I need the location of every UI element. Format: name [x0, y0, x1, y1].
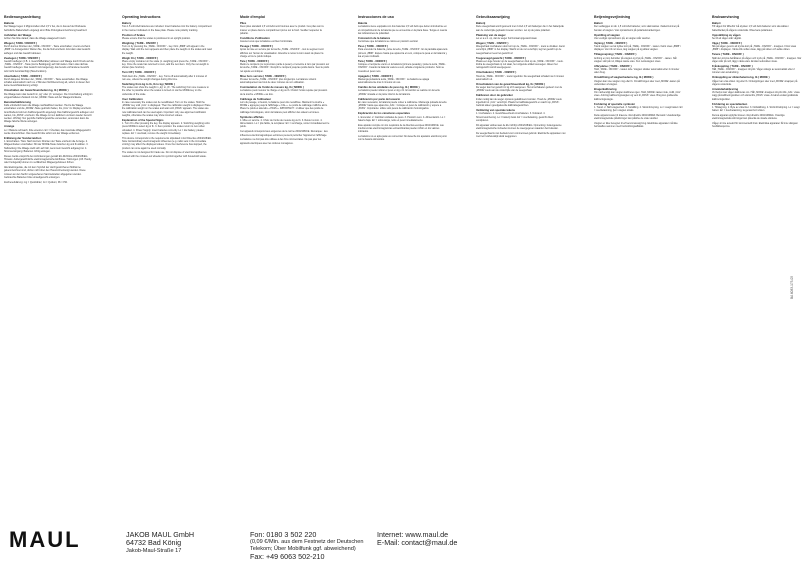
column-title: Mode d'emploi — [240, 15, 266, 19]
instruction-section — [122, 42, 212, 55]
section-heading: Tare ( TARE - ON/OFF ) — [240, 59, 270, 63]
column-sv — [712, 15, 802, 515]
instruction-section — [358, 112, 448, 122]
section-heading: Frånkoppling ( TARE - ON/OFF ) — [712, 64, 753, 68]
website-link[interactable]: Internet: www.maul.de — [377, 530, 449, 539]
instruction-section — [240, 138, 330, 145]
section-body: Deze weegschaal wordt geleverd met 2 AAA 1,5 volt batterijen die in het batterijvak aan de onderzijde geplaatst moeten worden. Let op de juiste polariteit. — [476, 25, 564, 32]
phone-note: (0,09 €/Min. aus dem Festnetz der Deutschen Telekom; Über Mobilfunk ggf. abweichend) — [250, 539, 364, 553]
section-heading: User Calibration — [122, 97, 143, 101]
instruction-section — [594, 65, 684, 75]
section-body: Vær venligst opmærksom på, at vægten står vandret. — [594, 36, 651, 40]
section-body: Please ensure that the scales is positioned in an upright position. — [122, 36, 191, 40]
document-code: BA 6083-173-05 — [790, 276, 794, 300]
instruction-section — [712, 103, 802, 113]
section-body: Hold down the „TARE - ON/OFF“ - key. Turns off automatically after 2 minutes of non-use, unless the weight changes during this time. — [122, 74, 207, 81]
section-heading: Afbrydelse ( TARE - ON/OFF ) — [594, 64, 632, 68]
instruction-section — [476, 34, 566, 41]
instruction-section — [594, 76, 684, 86]
instruction-section — [122, 98, 212, 118]
section-heading: Symboles affichés — [240, 115, 264, 119]
section-heading: Umschalten der Gewichtseinheiten kg, lb ( MODE ) — [4, 89, 69, 93]
column-fr — [240, 15, 330, 515]
instruction-section — [476, 71, 566, 81]
instruction-section — [240, 116, 330, 129]
instruction-section — [594, 122, 684, 129]
section-body: Dit apparaat voldoet aan de EU-richtlijn 2004/108/EG. Opmerking: buitengewone elektromagnetische invloeden kunnen de weergegeven waarden beïnvloeden. — [476, 123, 562, 130]
instruction-section — [4, 89, 94, 99]
fax-number: Fax: +49 6063 502-210 — [250, 552, 325, 562]
company-online — [377, 531, 457, 548]
instruction-section — [4, 125, 94, 135]
section-heading: Forklaring af specielle symboler — [594, 102, 636, 106]
section-heading: Förklaring av specialtecken — [712, 102, 748, 106]
company-name: JAKOB MAUL GmbH — [126, 530, 195, 539]
section-body: Durch längeres Drücken der „TARE - ON/OFF“ - Taste ausschalten. Die Waage schaltet automatisch nach ca. 2 Minuten Nichtbenutzung ab, sofern in dieser Zeit keine Gewichtsänderung erfolgt. — [4, 77, 90, 88]
section-body: 1. Encender. 2. Cambiar unidades de peso. 3. Posición cero. 4. Alimentación. Lo = batería baja. Err = sobrecarga, retire el peso inmediatamente. — [358, 115, 446, 122]
instruction-section — [240, 75, 330, 85]
section-body: 1. Inschakelen. 2. Gewichtseenheid omschakelen. 3. Nulstand. 4. Stroomvoorziening. Lo = batterij zwak. Err = overbelasting, gewicht direct verwijderen. — [476, 112, 554, 122]
section-body: Om nødvendigt kan vægten kalibreres igen. Hold „MODE“-tasten inde, indtil „CAL“ vises. Anbring kalibreringsvægten og vent til „PASS“ vises. Brug kun godkendte kalibreringsvægte. — [594, 91, 682, 101]
section-body: Assurez-vous que la balance est bien horizontale. — [240, 40, 293, 44]
section-body: Lors du pesage, si besoin, la balance peut être recalibrée. Maintenir la touche « MODE » appuyée jusqu'à l'affichage « CAL ». Le poids de calibrage s'affiche alors. Placer le poids et attendre « PASS ». IMPORTANT : n'utiliser que des poids de calibrage homologués, sinon la balance peut afficher des valeurs erronées. — [240, 100, 328, 114]
instruction-section — [122, 137, 212, 150]
instruction-section — [476, 109, 566, 122]
column-title: Bedienungsanleitung — [4, 15, 41, 19]
section-heading: Calibrage de l'utilisateur — [240, 97, 272, 101]
section-body: 1. Turn On: After pressing the key, the display appears. 2. Switching weighing units: press MODE to select kg or lb. 3. Zero position: the scales return to zero when unloaded. 4. Power Supply: insert batteries correctly. Lo = low battery, please replace. Err = overload, remove the weight immediately. — [122, 122, 211, 135]
instruction-section — [4, 34, 94, 41]
section-heading: Turn Off ( TARE - ON/OFF ) — [122, 71, 157, 75]
instruction-section — [712, 114, 802, 121]
section-body: Lo = Batterie schwach, bitte ersetzen. Err = Überlast, das maximale Wägegewicht wurde überschritten. Das Gewicht bitte sofort von der Waage entfernen. — [4, 128, 91, 135]
company-address — [126, 531, 194, 555]
section-body: Mantenga pulsada la tecla „TARE - ON/OFF“. La balanza se apaga automáticamente tras 2 minutos sin uso. — [358, 77, 430, 85]
section-body: The scales can show the weight in „kg“ or „lb“. The switching from one measure to the other is possible when the scales is turned on via the MODE key on the underside of the scale. — [122, 86, 209, 96]
section-heading: Tara ( TARE - ON/OFF ) — [358, 59, 388, 63]
column-title: Gebruiksaanwijzing — [476, 15, 510, 19]
section-body: Dette apparat svarer til kravene i EU-direktiv 2004/108/EF. Bemærk: Usædvanlige elektromagnetiske påvirkninger kan påvirke de viste værdier. — [594, 114, 681, 121]
section-body: Plaats een lege houder op de weegschaal en druk op de „TARE - ON/OFF“ - toets. Zodra de weegschaal op nul staat, het volgende artikel toevoegen. Alleen het nettogewicht wordt weergegeven. — [476, 59, 564, 70]
instruction-section — [476, 132, 566, 139]
company-contact — [250, 531, 368, 562]
column-nl — [476, 15, 566, 515]
instruction-section — [240, 37, 330, 44]
instruction-section — [122, 71, 212, 81]
section-heading: Batteri — [712, 22, 721, 25]
instruction-section — [358, 75, 448, 85]
section-heading: Calibración por parte del usuario — [358, 97, 401, 101]
section-heading: Plaatsing van de weger — [476, 33, 506, 37]
section-body: Alle Elektrogeräte, die mit dem Symbol der durchgestrichenen Mülltonne gekennzeichnet sind, dürfen nicht über den Hausmüll entsorgt werden. Diese müssen an den hierfür vorgesehenen Sammelstellen abgegeben werden. Gebrauchte Batterien bitte umweltgerecht entsorgen. — [4, 166, 86, 179]
instruction-section — [476, 42, 566, 55]
instruction-section — [594, 103, 684, 113]
section-body: Håll „TARE - ON/OFF“ - knappen intryckt. Vågen stängs av automatiskt efter 2 minuter utan användning. — [712, 68, 795, 75]
section-body: Hold „TARE - ON/OFF“ - tasten inde. Vægten slukker automatisk efter 2 minutter uden brug. — [594, 68, 680, 75]
section-heading: Mise hors service ( TARE - ON/OFF ) — [240, 74, 287, 78]
instruction-section — [358, 60, 448, 73]
instruction-section — [712, 42, 802, 52]
section-heading: Colocación de la balanza — [358, 36, 390, 40]
instruction-section — [240, 60, 330, 73]
instruction-section — [594, 88, 684, 101]
instruction-section — [712, 122, 802, 129]
instruction-section — [594, 34, 684, 41]
section-body: This device corresponds to the requirements stipulated in EU Directive 2004/108/EC. Note: Extraordinary electromagnetic influences (e.g. radio sets in the immediate vicinity) may affect the displayed values. Once the interference has stopped, the product can once again be used normally. — [122, 136, 212, 150]
instruction-section — [4, 42, 94, 55]
instruction-section — [476, 83, 566, 93]
section-heading: Väga ( TARE - ON/OFF ) — [712, 41, 743, 45]
section-heading: Uppställning av vågen — [712, 33, 741, 37]
section-body: Vågen kan visa vikten i kg eller lb. Omkopplingen sker med „MODE“-knappen på vågens undersida. — [712, 79, 798, 86]
instruction-section — [358, 45, 448, 58]
instruction-section — [240, 22, 330, 35]
section-heading: Toegevoegd gewicht ( TARE - ON/OFF ) — [476, 56, 527, 60]
section-heading: Switching from kg to lb, lb to kg ( MODE ) — [122, 82, 175, 86]
section-body: La balanza no es apta para uso comercial. No deseche los aparatos eléctricos junto con la basura doméstica. — [358, 135, 447, 142]
section-heading: Zuwiegen ( TARE / ON/OFF ) — [4, 56, 40, 60]
column-da — [594, 15, 684, 515]
instruction-section — [122, 119, 212, 135]
instruction-section — [4, 181, 94, 184]
section-body: 1. Einschalten / Tara: Nach kurzem Drücken der Taste erscheint die Anzeige. 2. Wägeeinheiten umschalten: Mit der MODE-Taste zwischen kg und lb wählen. 3. Nullstellung: Die Waage stellt sich auf Null, wenn kein Gewicht aufgelegt ist. 4. Stromversorgung: Batterien richtig einlegen. — [4, 140, 89, 153]
instruction-section — [240, 98, 330, 114]
section-body: La balance ne doit pas être utilisée à des fins commerciales. Ne pas jeter les appareils électriques avec les ordures ménagères. — [240, 138, 322, 145]
section-heading: Omschakelen van de gewichtseenheid kg, lb ( MODE ) — [476, 82, 545, 86]
instruction-section — [594, 114, 684, 121]
section-heading: Opstilling af vægten — [594, 33, 620, 37]
email-link[interactable]: E-Mail: contact@maul.de — [377, 538, 458, 548]
section-body: Denna apparat uppfyller kraven i EU-direktiv 2004/108/EG. Ovanliga elektromagnetiska störningar kan påverka de visade värdena. — [712, 114, 785, 121]
instruction-section — [594, 22, 684, 32]
section-heading: Position of Scales — [122, 33, 146, 37]
instruction-section — [4, 155, 94, 165]
section-body: Vægten er ikke beregnet til erhvervsmæssig brug. Elektriske apparater må ikke bortskaffes sammen med husholdningsaffaldet. — [594, 122, 678, 129]
instruction-section — [358, 124, 448, 134]
section-heading: Uitschakelen ( TARE - ON/OFF ) — [476, 71, 517, 75]
section-body: En caso necesario, la balanza puede volver a calibrarse. Mantenga pulsada la tecla „MODE“ hasta que aparezca „CAL“. Coloque el peso de calibración y espere a „PASS“. Importante: utilice solo pesos de calibración homologados. — [358, 100, 447, 111]
brand-logo: MAUL — [9, 527, 81, 552]
instruction-section — [358, 22, 448, 35]
section-body: Dieses Gerät entspricht den Anforderungen gemäß EU-Richtlinie 2004/108/EG. Hinweis: Außergewöhnliche elektromagnetische Einflüsse / Störungen (z.B. Handy oder Funkgerät) können zu verfälschten Wägeergebnissen führen. — [4, 154, 92, 165]
section-body: Turn on by pressing the „TARE - ON/OFF“ - key. First „8888“ will appear in the display. Wait until the zero appears and then place the weight on the scales and read the weight. — [122, 45, 212, 55]
section-body: De weger kan het gewicht in kg of lb aangeven. Het omschakelen gebeurt met de „MODE“-toets aan de onderzijde van de weegschaal. — [476, 86, 563, 93]
column-title: Betjeningsvejledning — [594, 15, 631, 19]
instruction-section — [122, 22, 212, 32]
instruction-section — [4, 57, 94, 73]
instruction-section — [240, 130, 330, 137]
section-body: Tænd vægten ved at trykke kort på „TARE - ON/OFF“ - tasten. Først vises „8888“ i displayet. Vent til nul vises, læg vægten på og aflæs vægten. — [594, 45, 682, 52]
section-body: Der Waage liegen 2 Mignonzellen AAA 1,5 V bei, die in das auf der Rückseite befindliche Batteriefach eingelegt sind. Bitte Polungskennzeichnung beachten! — [4, 25, 87, 32]
section-body: Coloque el recipiente vacío en la balanza (primera pesada) y pulse la tecla „TARE - ON/OFF“. Cuando la balanza vuelva a cero, añada el siguiente producto. Solo se muestra el peso neto. — [358, 63, 447, 73]
section-body: Houd de „TARE - ON/OFF“ - toets ingedrukt. De weegschaal schakelt na 2 minuten automatisch uit. — [476, 74, 565, 81]
section-heading: Aufstellen der Waage — [4, 33, 32, 37]
section-heading: Peso ( TARE - ON/OFF ) — [358, 45, 389, 48]
instruction-section — [240, 86, 330, 96]
instruction-section — [712, 65, 802, 75]
section-body: 1. Mise en service. 2. Choix de l'unité de mesure kg ou lb. 3. Retour à zéro. 4. Alimentation. Lo = pile faible, la remplacer. Err = surcharge, retirer immédiatement le poids. — [240, 118, 330, 129]
instruction-section — [4, 101, 94, 124]
section-body: Vågen är inte avsedd för kommersiellt bruk. Elektriska apparater får inte slängas i hushållssoporna. — [712, 122, 799, 129]
instruction-section — [240, 45, 330, 58]
instruction-section — [122, 57, 212, 70]
instruction-section — [476, 22, 566, 32]
instruction-section — [712, 76, 802, 86]
section-heading: Anzeige — [4, 125, 15, 129]
section-body: Mettre le récipient (ou la première partie à peser) et remettre à zéro par pression sur la touche „TARE - ON/OFF“. Remplir le récipient jusqu'au poids désiré. Seul le poids net ajouté est indiqué. — [240, 63, 330, 73]
section-heading: Wegen ( TARE - ON/OFF ) — [476, 41, 509, 45]
column-title: Instrucciones de uso — [358, 15, 394, 19]
section-heading: Batterie — [4, 22, 15, 25]
instruction-section — [358, 98, 448, 111]
section-heading: Commutation de l'unité de mesure kg, lb ( MODE ) — [240, 86, 304, 89]
column-de — [4, 15, 94, 515]
section-body: Para encender la balanza, pulse la tecla „TARE - ON/OFF“. En la pantalla aparecerá primero „8888“. Espere hasta que aparezca el cero, coloque la pesa en la balanza y lea el peso indicado. — [358, 48, 448, 58]
section-body: Achten Sie bitte darauf, dass die Waage waagerecht steht. — [4, 36, 67, 40]
section-heading: Batterij — [476, 22, 486, 25]
section-heading: Abschalten ( TARE - ON/OFF ) — [4, 74, 43, 78]
instruction-section — [476, 57, 566, 70]
instruction-section — [476, 124, 566, 131]
section-heading: Pesage ( TARE - ON/OFF ) — [240, 45, 274, 48]
section-heading: Weigh On ( TARE - ON/OFF ) — [122, 56, 159, 60]
instruction-section — [4, 137, 94, 153]
instruction-section — [4, 166, 94, 179]
section-heading: Cambio de las unidades de peso kg, lb ( MODE ) — [358, 86, 420, 89]
instruction-section — [712, 34, 802, 41]
section-body: Anbring en tom beholder på vægten og tryk på „TARE - ON/OFF“ - tasten. Når vægten står på nul, tilføjes næste vare. Kun nettovægten vises. — [594, 56, 677, 63]
section-body: Falls erforderlich kann die Waage nachkalibriert werden. Hierzu die Waage einschalten und die „MODE“-Taste gedrückt halten, bis „CAL“ im Display erscheint. Anschließend wird ein Kalibriergewicht angezeigt. Das Kalibriergewicht auflegen und warten, bis „PASS“ erscheint. Die Waage ist nun kalibriert und kann wieder benutzt werden. Wichtig: Nur geprüfte Kalibriergewichte verwenden, ansonsten kann die Waage falsche Werte anzeigen. — [4, 104, 94, 124]
company-street: Jakob-Maul-Straße 17 — [126, 547, 182, 554]
section-body: Presser la touche „TARE - ON/OFF“ plus longtemps. La balance s'éteint automatiquement au bout de deux minutes de non utilisation. — [240, 77, 317, 85]
section-heading: Weighing ( TARE - ON/OFF ) — [122, 41, 158, 45]
section-body: Zeichenerklärung: mg = Quotzähler; Gt = Quittum; Pk = Pfd. — [4, 180, 68, 184]
section-heading: Verklaring van speciale tekens — [476, 109, 515, 112]
section-heading: Kalibreren door de gebruiker — [476, 94, 513, 98]
section-body: La balanza viene equipada con dos baterías 1,5 volt AAA que deben introducirse en el compartimiento de la batería que se encuentra en la placa base. Tenga en cuenta las indicaciones de polaridad. — [358, 25, 447, 35]
instruction-section — [594, 53, 684, 63]
section-body: Indien nodig kan de weger opnieuw gekalibreerd worden. Houd de „MODE“-toets ingedrukt tot „CAL“ verschijnt. Plaats het kalibratiegewicht en wacht op „PASS“. Gebruik alleen goedgekeurde kalibratiegewichten. — [476, 97, 562, 108]
instruction-section — [358, 37, 448, 44]
section-body: The scales is not designed for trade use. Do not dispose of electrical appliances marked with the crossed-out wheelie bin symbol together with household waste. — [122, 151, 207, 158]
section-heading: Explanation of the Special Signs — [122, 118, 164, 122]
section-body: 1. Tillslagning. 2. Byte av viktenhet. 3. Nollställning. 4. Strömförsörjning. Lo = svagt batteri. Err = överbelastning, ta genast bort vikten. — [712, 105, 800, 113]
section-heading: Benutzerkalibrierung — [4, 100, 31, 104]
section-body: 1. Tænd. 2. Skift vægtenhed. 3. Nulstilling. 4. Strømforsyning. Lo = svagt batteri. Err = overbelastning, fjern vægten straks. — [594, 105, 683, 113]
section-heading: Explicación de los caracteres especiales — [358, 112, 410, 116]
section-heading: Erklärung der Sonderzeichen — [4, 136, 42, 140]
column-es — [358, 15, 448, 515]
section-body: Slå på vågen genom att trycka kort på „TARE - ON/OFF“ - knappen. Först visas „8888“ i displayen. Vänta tills nollan visas, lägg på vikten och avläs vikten. — [712, 45, 797, 52]
section-body: La balanza puede indicar el peso en kg o lb. El cambio se realiza con la tecla „MODE“ situada en la parte inferior de la balanza. — [358, 89, 440, 96]
section-body: Se till att vågen står vågrätt. — [712, 36, 742, 40]
section-body: Die Waage kann das Gewicht in „kg“ oder „lb“ anzeigen. Die Umschaltung erfolgt im eingeschalteten Zustand mit der „MODE“-Taste auf der Waagenrückseite. — [4, 92, 93, 99]
section-body: Après la mise en service par la touche „TARE - ON/OFF“ - tout le segment sont affichés sur l'écran de visualisation. Attendre le retour à zéro avant de placer la charge et lire le poids indiqué. — [240, 48, 324, 58]
instruction-section — [712, 88, 802, 101]
section-body: In case necessary the scales can be recalibrated. Turn on the scales. Hold the „MODE“ key until „CAL“ is displayed. Then the calibration weight is displayed. Place the calibration weight on the scales and wait until „PASS“ appears. The scales are now calibrated and can be used again. Important: only use approved calibration weights, otherwise the scales may show incorrect values. — [122, 100, 211, 117]
section-heading: Batería — [358, 22, 368, 25]
instruction-section — [122, 34, 212, 41]
section-heading: Omkoppling av viktenheterna kg, lb ( MODE ) — [712, 76, 770, 80]
instruction-section — [712, 53, 802, 63]
section-body: Cet appareil correspond aux exigences de la norme 2004/108/CE. Remarque : des influences électromagnétiques extrêmes peuvent perturber l'appareil et l'affichage. — [240, 130, 328, 137]
instruction-section — [358, 86, 448, 96]
section-body: Este aparato cumple con los requisitos de la directiva europea 2004/108/CE. Las interferencias electromagnéticas extraordinarias pueden influir en los valores indicados. — [358, 123, 444, 134]
column-title: Operating Instructions — [122, 15, 161, 19]
section-heading: Tillægsvejning ( TARE - ON/OFF ) — [594, 53, 637, 57]
section-body: De weegschaal is niet bedoeld voor commercieel gebruik. Elektrische apparaten niet met het huishoudelijk afval weggooien. — [476, 131, 566, 139]
section-body: La balance peut mesurer la charge en kg ou lb. Choisir l'unité requise par pression de la touche « MODE » au dos. — [240, 89, 328, 96]
instruction-section — [594, 42, 684, 52]
section-heading: Vejning ( TARE - ON/OFF ) — [594, 41, 628, 45]
section-body: Till vågen hör tillbehör två stycken 1,5 volt AAA batterier som ska sättas i batterifacket på vågens undersida. Observera polariteten. — [712, 25, 789, 32]
section-body: Two 1.5 volt AAA batteries are included. Insert batteries into the battery compartment in the manner indicated on the base plate. Please note polarity marking. — [122, 25, 212, 32]
section-heading: Omskiftning af vægtenhederne kg, lb ( MODE ) — [594, 76, 654, 80]
section-heading: Wiegen ( TARE / ON/OFF ) — [4, 41, 38, 45]
column-en — [122, 15, 212, 515]
section-heading: Brugerkalibrering — [594, 87, 617, 91]
section-heading: Apagado ( TARE - ON/OFF ) — [358, 74, 394, 78]
section-body: Ställ den tomma behållaren på vågen och tryck på „TARE - ON/OFF“ - knappen. När vågen står på noll, lägg i nästa vara. Endast nettovikten visas. — [712, 56, 802, 63]
section-body: Cerciórese que la balanza se coloca en posición vertical. — [358, 40, 419, 44]
section-body: Deux piles standard 1,5 volt AAA sont fournies avec le produit. Ces piles sont à insérer en place dans le compartiment prévu sur le fond. Veuillez respecter la polarité. — [240, 25, 324, 35]
section-heading: Batteri — [594, 22, 603, 25]
section-body: Place empty container on the scale (1. weighing) and press the „TARE - ON/OFF“ - key. Once the scale has returned to zero, add the next item. Only the net weight is shown (tare function). — [122, 59, 210, 70]
phone-number: Fon: 0180 3 502 220 — [250, 530, 317, 539]
instruction-section — [712, 22, 802, 32]
section-heading: Piles — [240, 22, 247, 25]
instruction-section — [476, 94, 566, 107]
section-body: Weegschaal inschakelen door kort op de „TARE - ON/OFF“ - toets te drukken. Eerst verschijnt „8888“ in het display. Wacht tot de nul verschijnt, leg het gewicht op de weegschaal en lees het gewicht af. — [476, 45, 565, 55]
instruction-section — [4, 75, 94, 88]
section-body: Durch kurzes Drücken der „TARE - ON/OFF“ - Taste einschalten; zuerst erscheint „8888“ im Anzeigenfeld. Warten Sie, bis die Null erscheint. Erst dann das Gewicht auflegen und das Gewicht ablesen. — [4, 45, 91, 55]
instruction-section — [4, 22, 94, 32]
section-body: Vid behov kan vågen kalibreras om. Håll „MODE“-knappen intryckt tills „CAL“ visas. Lägg på kalibreringsvikten och vänta tills „PASS“ visas. Använd endast godkända kalibreringsvikter. — [712, 91, 801, 101]
section-heading: Conditions d'utilisation — [240, 36, 270, 40]
company-city: 64732 Bad König — [126, 538, 182, 548]
section-heading: Battery — [122, 22, 132, 25]
instruction-section — [122, 83, 212, 96]
instruction-section — [122, 151, 212, 158]
section-body: Gewicht auflegen (z.B. 1. Gewicht/Behälter) ablesen und Waage durch Druck auf die „TARE - ON/OFF“ - Taste (kurze Betätigung) auf Null stellen. Dann das nächste Gewicht auflegen. Das Gewicht wird angezeigt, das bereits vorhandene Gewicht wird nicht berücksichtigt (Tara-Funktion). — [4, 59, 94, 73]
column-title: Bruksanvisning — [712, 15, 739, 19]
instruction-section — [358, 135, 448, 142]
section-body: Let er a.u.b. op, dat de weger horizontaal opgesteld staat. — [476, 36, 538, 40]
section-heading: Användarkalibrering — [712, 87, 739, 91]
section-heading: Tarera ( TARE - ON/OFF ) — [712, 53, 744, 57]
section-body: Der vedlægges to stk. 1,5 volt AAA batterier, som skal isættes i batterirummet på bunden af vægten. Vær opmærksom på polaritetsmarkeringen. — [594, 25, 680, 32]
section-body: Vægten kan vise vægten i kg eller lb. Omskiftningen sker med „MODE“-tasten på undersiden af vægten. — [594, 79, 680, 86]
